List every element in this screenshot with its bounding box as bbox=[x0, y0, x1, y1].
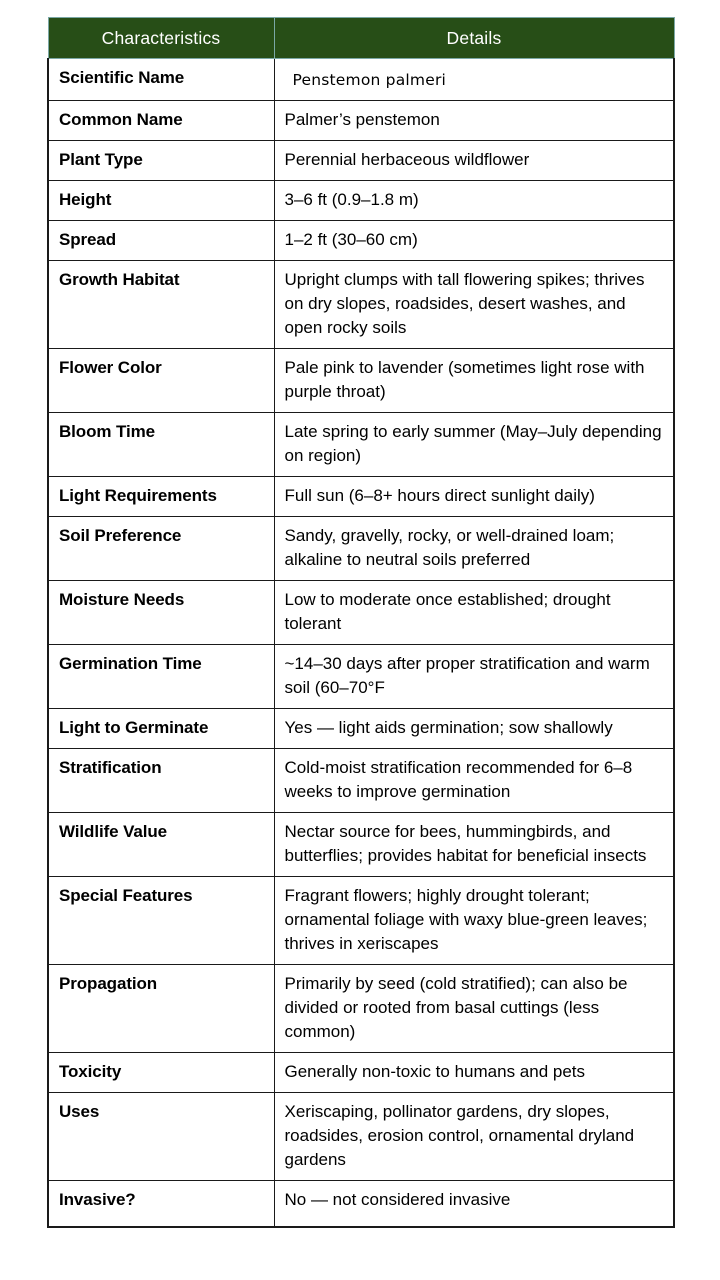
header-row bbox=[48, 18, 674, 59]
characteristic-cell: Stratification bbox=[48, 749, 274, 813]
detail-cell: Penstemon palmeri bbox=[274, 59, 674, 101]
table-row bbox=[48, 181, 674, 221]
table-row bbox=[48, 1053, 674, 1093]
characteristic-cell: Soil Preference bbox=[48, 517, 274, 581]
table-row bbox=[48, 581, 674, 645]
table-body bbox=[48, 59, 674, 1228]
table-row bbox=[48, 101, 674, 141]
table-row bbox=[48, 813, 674, 877]
detail-cell: Full sun (6–8+ hours direct sunlight daily) bbox=[274, 477, 674, 517]
table-row bbox=[48, 221, 674, 261]
details-column-header: Details bbox=[274, 18, 674, 59]
characteristics-column-header: Characteristics bbox=[48, 18, 274, 59]
detail-cell: Yes — light aids germination; sow shallowly bbox=[274, 709, 674, 749]
table-row bbox=[48, 965, 674, 1053]
detail-cell: Primarily by seed (cold stratified); can also be divided or rooted from basal cuttings (less common) bbox=[274, 965, 674, 1053]
characteristic-cell: Height bbox=[48, 181, 274, 221]
table-row bbox=[48, 517, 674, 581]
characteristic-cell: Flower Color bbox=[48, 349, 274, 413]
table-row bbox=[48, 749, 674, 813]
table-row bbox=[48, 1093, 674, 1181]
characteristic-cell: Bloom Time bbox=[48, 413, 274, 477]
table-header bbox=[48, 18, 674, 59]
table-row bbox=[48, 261, 674, 349]
detail-cell: No — not considered invasive bbox=[274, 1181, 674, 1228]
plant-characteristics-table-wrap bbox=[47, 17, 673, 1228]
detail-cell: ~14–30 days after proper stratification and warm soil (60–70°F bbox=[274, 645, 674, 709]
table-row bbox=[48, 1181, 674, 1228]
characteristic-cell: Special Features bbox=[48, 877, 274, 965]
characteristic-cell: Growth Habitat bbox=[48, 261, 274, 349]
characteristic-cell: Common Name bbox=[48, 101, 274, 141]
table-row bbox=[48, 709, 674, 749]
plant-characteristics-table bbox=[47, 17, 675, 1228]
table-row bbox=[48, 141, 674, 181]
characteristic-cell: Wildlife Value bbox=[48, 813, 274, 877]
detail-cell: Pale pink to lavender (sometimes light rose with purple throat) bbox=[274, 349, 674, 413]
characteristic-cell: Light to Germinate bbox=[48, 709, 274, 749]
characteristic-cell: Scientific Name bbox=[48, 59, 274, 101]
detail-cell: Cold-moist stratification recommended for 6–8 weeks to improve germination bbox=[274, 749, 674, 813]
detail-cell: Generally non-toxic to humans and pets bbox=[274, 1053, 674, 1093]
table-row bbox=[48, 413, 674, 477]
detail-cell: Low to moderate once established; drought tolerant bbox=[274, 581, 674, 645]
characteristic-cell: Propagation bbox=[48, 965, 274, 1053]
table-row bbox=[48, 645, 674, 709]
table-row bbox=[48, 477, 674, 517]
characteristic-cell: Light Requirements bbox=[48, 477, 274, 517]
table-row bbox=[48, 877, 674, 965]
detail-cell: Palmer’s penstemon bbox=[274, 101, 674, 141]
detail-cell: 3–6 ft (0.9–1.8 m) bbox=[274, 181, 674, 221]
characteristic-cell: Moisture Needs bbox=[48, 581, 274, 645]
characteristic-cell: Toxicity bbox=[48, 1053, 274, 1093]
table-row bbox=[48, 349, 674, 413]
detail-cell: Nectar source for bees, hummingbirds, and butterflies; provides habitat for beneficial insects bbox=[274, 813, 674, 877]
detail-cell: Upright clumps with tall flowering spikes; thrives on dry slopes, roadsides, desert washes, and open rocky soils bbox=[274, 261, 674, 349]
characteristic-cell: Spread bbox=[48, 221, 274, 261]
detail-cell: Sandy, gravelly, rocky, or well-drained loam; alkaline to neutral soils preferred bbox=[274, 517, 674, 581]
detail-cell: Xeriscaping, pollinator gardens, dry slopes, roadsides, erosion control, ornamental dryland gardens bbox=[274, 1093, 674, 1181]
characteristic-cell: Germination Time bbox=[48, 645, 274, 709]
detail-cell: Perennial herbaceous wildflower bbox=[274, 141, 674, 181]
characteristic-cell: Invasive? bbox=[48, 1181, 274, 1228]
detail-cell: Fragrant flowers; highly drought tolerant; ornamental foliage with waxy blue-green leaves; thrives in xeriscapes bbox=[274, 877, 674, 965]
characteristic-cell: Plant Type bbox=[48, 141, 274, 181]
detail-cell: Late spring to early summer (May–July depending on region) bbox=[274, 413, 674, 477]
characteristic-cell: Uses bbox=[48, 1093, 274, 1181]
detail-cell: 1–2 ft (30–60 cm) bbox=[274, 221, 674, 261]
table-row bbox=[48, 59, 674, 101]
